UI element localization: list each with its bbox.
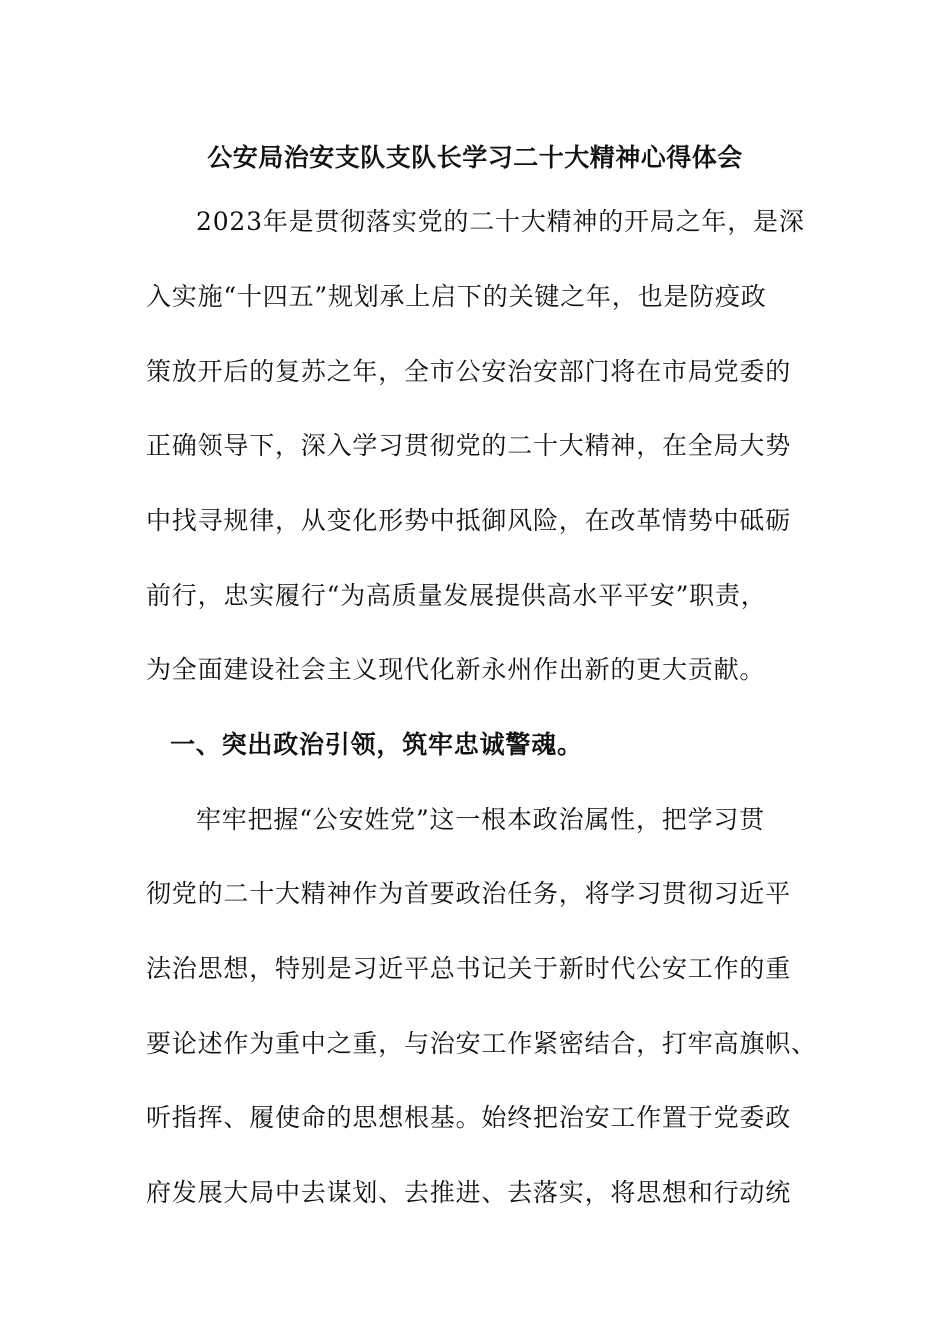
paragraph-line: 听指挥、履使命的思想根基。始终把治安工作置于党委政 [146,1103,792,1132]
paragraph-line: 府发展大局中去谋划、去推进、去落实，将思想和行动统 [146,1178,792,1207]
paragraph-line: 彻党的二十大精神作为首要政治任务，将学习贯彻习近平 [146,879,792,908]
paragraph-line: 前行，忠实履行“为高质量发展提供高水平平安”职责， [146,581,767,610]
paragraph-line: 要论述作为重中之重，与治安工作紧密结合，打牢高旗帜、 [146,1029,817,1058]
paragraph-line: 法治思想，特别是习近平总书记关于新时代公安工作的重 [146,954,792,983]
paragraph-line: 2023年是贯彻落实党的二十大精神的开局之年，是深 [196,207,805,236]
paragraph-line: 中找寻规律，从变化形势中抵御风险，在改革情势中砥砺 [146,506,792,535]
paragraph-line: 为全面建设社会主义现代化新永州作出新的更大贡献。 [146,655,766,684]
section-heading: 一、突出政治引领，筑牢忠诚警魂。 [170,730,583,759]
paragraph-line: 策放开后的复苏之年，全市公安治安部门将在市局党委的 [146,357,792,386]
paragraph-line: 入实施“十四五”规划承上启下的关键之年，也是防疫政 [146,282,767,311]
document-title: 公安局治安支队支队长学习二十大精神心得体会 [207,143,743,172]
paragraph-line: 正确领导下，深入学习贯彻党的二十大精神，在全局大势 [146,431,792,460]
paragraph-line: 牢牢把握“公安姓党”这一根本政治属性，把学习贯 [196,805,765,834]
